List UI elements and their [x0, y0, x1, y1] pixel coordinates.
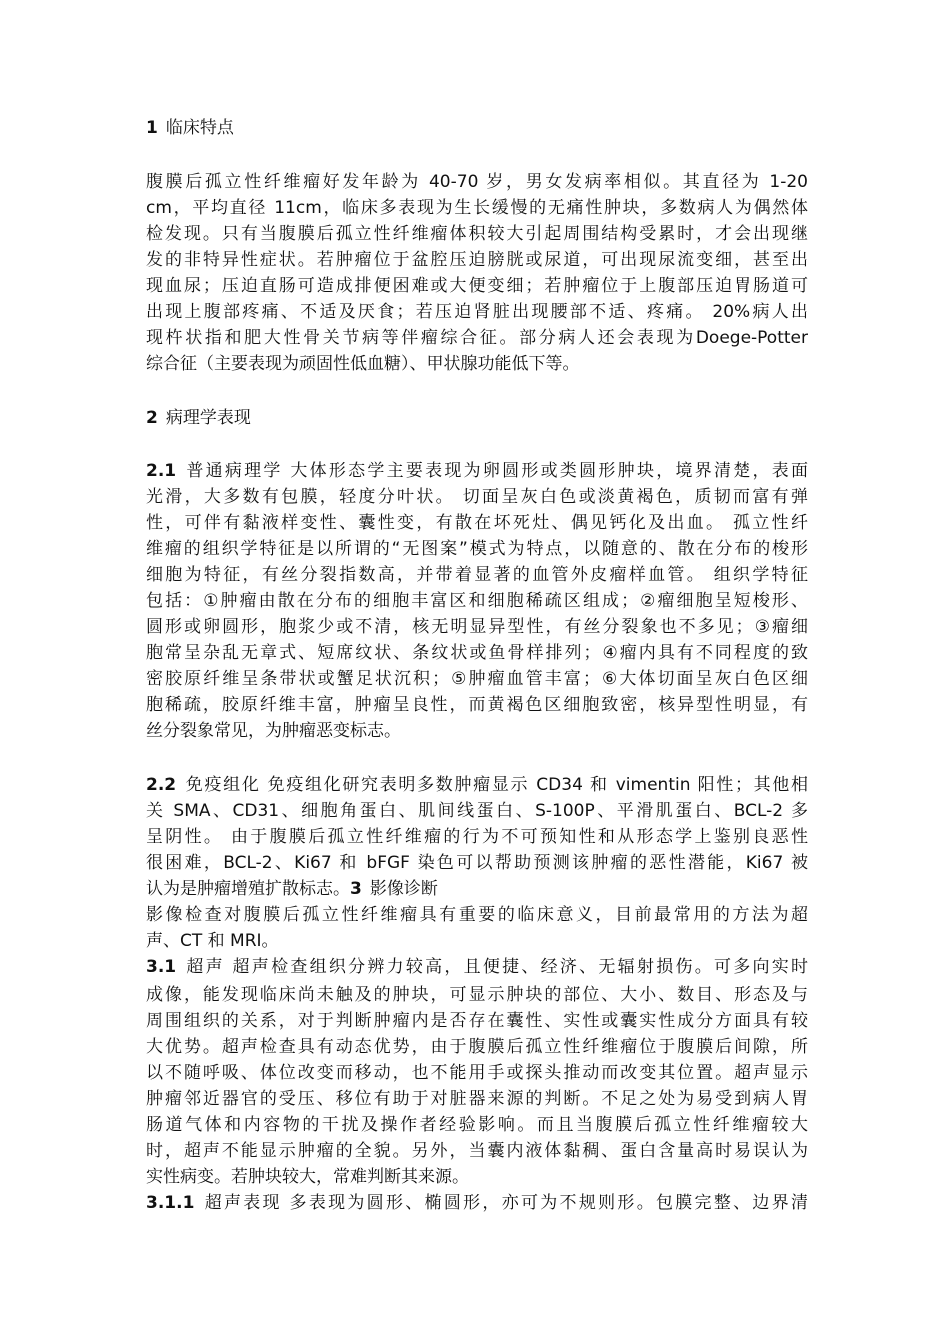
subsection-3-1-1-first-line [146, 1192, 808, 1214]
paragraph-line: 性，可伴有黏液样变性、囊性变，有散在坏死灶、偶见钙化及出血。 孤立性纤 [146, 513, 808, 533]
paragraph-line: 胞常呈杂乱无章式、短席纹状、条纹状或鱼骨样排列；④瘤内具有不同程度的致 [146, 643, 808, 663]
paragraph-line: 成像，能发现临床尚未触及的肿块，可显示肿块的部位、大小、数目、形态及与 [146, 985, 808, 1005]
paragraph-line: cm，平均直径 11cm，临床多表现为生长缓慢的无痛性肿块，多数病人为偶然体 [146, 198, 808, 218]
paragraph-line: 腹膜后孤立性纤维瘤好发年龄为 40-70 岁，男女发病率相似。其直径为 1-20 [146, 172, 808, 192]
paragraph-line: 丝分裂象常见，为肿瘤恶变标志。 [146, 721, 401, 741]
paragraph-line: 很困难，BCL-2、Ki67 和 bFGF 染色可以帮助预测该肿瘤的恶性潜能，Ki67 被 [146, 853, 808, 873]
paragraph-text: 认为是肿瘤增殖扩散标志。 [146, 879, 350, 899]
subsection-2-1-first-line [146, 460, 808, 482]
section-heading-2 [146, 407, 808, 429]
section-number: 3.1 [146, 957, 177, 977]
paragraph-line: 维瘤的组织学特征是以所谓的“无图案”模式为特点，以随意的、散在分布的梭形 [146, 539, 808, 559]
paragraph-line: 肠道气体和内容物的干扰及操作者经验影响。而且当腹膜后孤立性纤维瘤较大 [146, 1115, 808, 1135]
paragraph-line: 大优势。超声检查具有动态优势，由于腹膜后孤立性纤维瘤位于腹膜后间隙，所 [146, 1037, 808, 1057]
section-heading-1 [146, 117, 808, 139]
paragraph-text: 超声 超声检查组织分辨力较高，且便捷、经济、无辐射损伤。可多向实时 [184, 957, 808, 977]
paragraph-line: 以不随呼吸、体位改变而移动，也不能用手或探头推动而改变其位置。超声显示 [146, 1063, 808, 1083]
paragraph-line-with-heading-3 [146, 878, 808, 900]
paragraph-text: 普通病理学 大体形态学主要表现为卵圆形或类圆形肿块，境界清楚，表面 [184, 461, 808, 481]
subsection-3-1-first-line [146, 956, 808, 978]
paragraph-line: 出现上腹部疼痛、不适及厌食；若压迫肾脏出现腰部不适、疼痛。 20%病人出 [146, 302, 808, 322]
paragraph-line: 综合征（主要表现为顽固性低血糖）、甲状腺功能低下等。 [146, 354, 580, 374]
section-number: 2.2 [146, 775, 177, 795]
paragraph-line: 现杵状指和肥大性骨关节病等伴瘤综合征。部分病人还会表现为Doege-Potter [146, 328, 808, 348]
section-title: 影像诊断 [369, 879, 438, 899]
paragraph-line: 光滑，大多数有包膜，轻度分叶状。 切面呈灰白色或淡黄褐色，质韧而富有弹 [146, 487, 808, 507]
paragraph-line: 密胶原纤维呈条带状或蟹足状沉积；⑤肿瘤血管丰富；⑥大体切面呈灰白色区细 [146, 669, 808, 689]
paragraph-line: 实性病变。若肿块较大，常难判断其来源。 [146, 1167, 469, 1187]
paragraph-line: 呈阴性。 由于腹膜后孤立性纤维瘤的行为不可预知性和从形态学上鉴别良恶性 [146, 827, 808, 847]
paragraph-line: 检发现。只有当腹膜后孤立性纤维瘤体积较大引起周围结构受累时，才会出现继 [146, 224, 808, 244]
paragraph-line: 影像检查对腹膜后孤立性纤维瘤具有重要的临床意义，目前最常用的方法为超 [146, 905, 808, 925]
section-number: 3.1.1 [146, 1193, 195, 1213]
paragraph-line: 时，超声不能显示肿瘤的全貌。另外，当囊内液体黏稠、蛋白含量高时易误认为 [146, 1141, 808, 1161]
paragraph-line: 声、CT 和 MRI。 [146, 931, 279, 951]
paragraph-line: 周围组织的关系，对于判断肿瘤内是否存在囊性、实性或囊实性成分方面具有较 [146, 1011, 808, 1031]
paragraph-line: 现血尿；压迫直肠可造成排便困难或大便变细；若肿瘤位于上腹部压迫胃肠道可 [146, 276, 808, 296]
section-number: 2 [146, 408, 158, 428]
paragraph-line: 细胞为特征，有丝分裂指数高，并带着显著的血管外皮瘤样血管。 组织学特征 [146, 565, 808, 585]
section-number: 1 [146, 118, 158, 138]
paragraph-text: 超声表现 多表现为圆形、椭圆形，亦可为不规则形。包膜完整、边界清 [202, 1193, 808, 1213]
section-title: 病理学表现 [165, 408, 251, 428]
paragraph-line: 肿瘤邻近器官的受压、移位有助于对脏器来源的判断。不足之处为易受到病人胃 [146, 1089, 808, 1109]
paragraph-line: 发的非特异性症状。若肿瘤位于盆腔压迫膀胱或尿道，可出现尿流变细，甚至出 [146, 250, 808, 270]
subsection-2-2-first-line [146, 774, 808, 796]
section-number: 3 [350, 879, 362, 899]
paragraph-text: 免疫组化 免疫组化研究表明多数肿瘤显示 CD34 和 vimentin 阳性；其他相 [184, 775, 808, 795]
paragraph-line: 胞稀疏，胶原纤维丰富，肿瘤呈良性，而黄褐色区细胞致密，核异型性明显，有 [146, 695, 808, 715]
section-number: 2.1 [146, 461, 177, 481]
section-title: 临床特点 [165, 118, 234, 138]
paragraph-line: 包括：①肿瘤由散在分布的细胞丰富区和细胞稀疏区组成；②瘤细胞呈短梭形、 [146, 591, 808, 611]
paragraph-line: 圆形或卵圆形，胞浆少或不清，核无明显异型性，有丝分裂象也不多见；③瘤细 [146, 617, 808, 637]
paragraph-line: 关 SMA、CD31、细胞角蛋白、肌间线蛋白、S-100P、平滑肌蛋白、BCL-2 多 [146, 801, 808, 821]
